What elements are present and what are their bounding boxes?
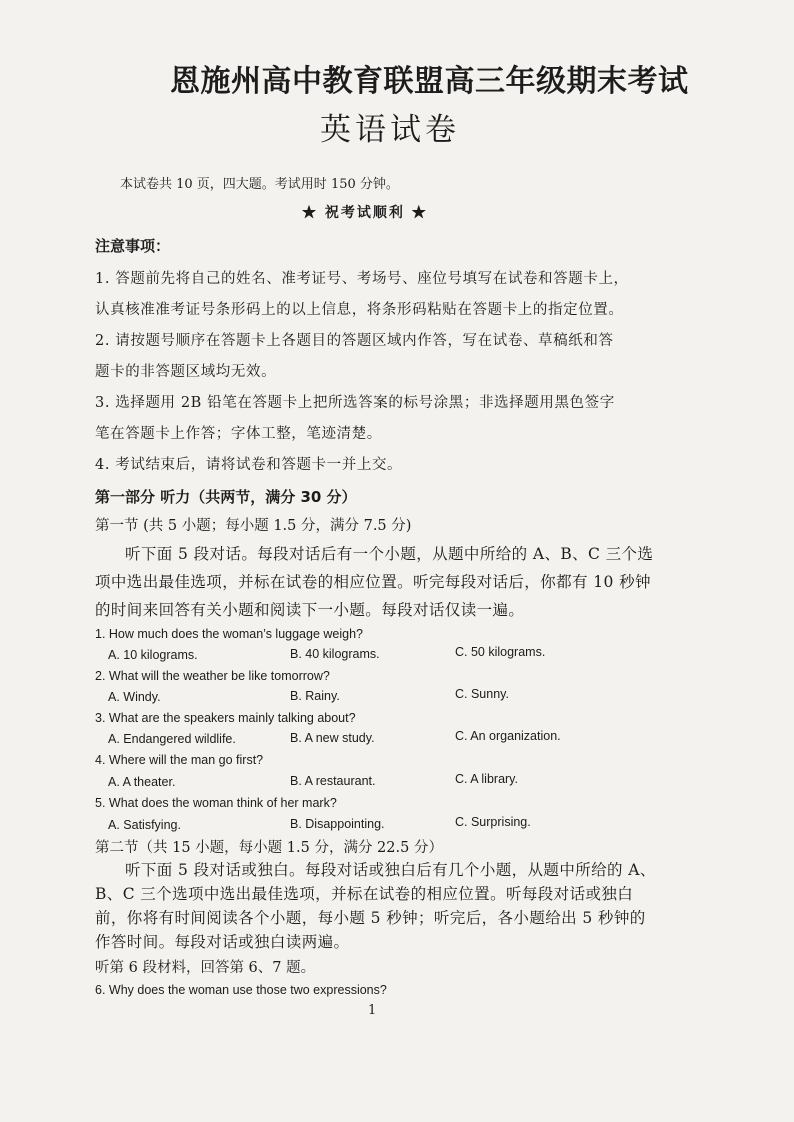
notes-heading: 注意事项： bbox=[95, 237, 171, 255]
option-b: B. A new study. bbox=[290, 731, 375, 745]
option-c: C. 50 kilograms. bbox=[455, 645, 546, 659]
option-b: B. Rainy. bbox=[290, 689, 340, 703]
exam-title: 恩施州高中教育联盟高三年级期末考试 bbox=[170, 64, 689, 99]
section2-instructions: 作答时间。每段对话或独白读两遍。 bbox=[95, 933, 350, 951]
section1-heading: 第一节 (共 5 小题；每小题 1.5 分，满分 7.5 分) bbox=[95, 518, 412, 534]
note-line: 3. 选择题用 2B 铅笔在答题卡上把所选答案的标号涂黑；非选择题用黑色签字 bbox=[95, 395, 615, 411]
question-5: 5. What does the woman think of her mark? bbox=[95, 796, 337, 810]
section1-instructions: 项中选出最佳选项，并标在试卷的相应位置。听完每段对话后，你都有 10 秒钟 bbox=[95, 573, 651, 591]
option-a: A. 10 kilograms. bbox=[108, 648, 198, 662]
question-3: 3. What are the speakers mainly talking about? bbox=[95, 711, 356, 725]
note-line: 笔在答题卡上作答；字体工整，笔迹清楚。 bbox=[95, 426, 382, 442]
option-c: C. A library. bbox=[455, 772, 518, 786]
note-line: 2. 请按题号顺序在答题卡上各题目的答题区域内作答，写在试卷、草稿纸和答 bbox=[95, 333, 614, 349]
exam-info: 本试卷共 10 页，四大题。考试用时 150 分钟。 bbox=[120, 177, 399, 192]
note-line: 4. 考试结束后，请将试卷和答题卡一并上交。 bbox=[95, 457, 403, 473]
question-4: 4. Where will the man go first? bbox=[95, 753, 264, 767]
section1-instructions: 听下面 5 段对话。每段对话后有一个小题，从题中所给的 A、B、C 三个选 bbox=[125, 545, 654, 563]
question-6: 6. Why does the woman use those two expressions? bbox=[95, 983, 387, 997]
section2-instructions: 前，你将有时间阅读各个小题，每小题 5 秒钟；听完后，各小题给出 5 秒钟的 bbox=[95, 909, 646, 927]
option-c: C. Surprising. bbox=[455, 815, 531, 829]
good-luck-banner: ★ 祝考试顺利 ★ bbox=[302, 205, 428, 221]
option-b: B. 40 kilograms. bbox=[290, 647, 380, 661]
question-1: 1. How much does the woman’s luggage weigh? bbox=[95, 627, 363, 641]
note-line: 认真核准准考证号条形码上的以上信息，将条形码粘贴在答题卡上的指定位置。 bbox=[95, 302, 624, 318]
exam-subtitle: 英语试卷 bbox=[320, 112, 460, 148]
option-a: A. Windy. bbox=[108, 690, 161, 704]
question-2: 2. What will the weather be like tomorrow? bbox=[95, 669, 330, 683]
option-c: C. An organization. bbox=[455, 729, 561, 743]
section2-heading: 第二节（共 15 小题，每小题 1.5 分，满分 22.5 分） bbox=[95, 840, 443, 856]
section2-instructions: 听下面 5 段对话或独白。每段对话或独白后有几个小题，从题中所给的 A、 bbox=[125, 861, 656, 879]
option-a: A. Satisfying. bbox=[108, 818, 181, 832]
option-a: A. Endangered wildlife. bbox=[108, 732, 236, 746]
material-6-line: 听第 6 段材料，回答第 6、7 题。 bbox=[95, 960, 316, 976]
option-b: B. Disappointing. bbox=[290, 817, 385, 831]
section1-instructions: 的时间来回答有关小题和阅读下一小题。每段对话仅读一遍。 bbox=[95, 601, 525, 619]
option-b: B. A restaurant. bbox=[290, 774, 376, 788]
part1-heading: 第一部分 听力（共两节，满分 30 分） bbox=[95, 488, 357, 506]
section2-instructions: B、C 三个选项中选出最佳选项，并标在试卷的相应位置。听每段对话或独白 bbox=[95, 885, 634, 903]
option-c: C. Sunny. bbox=[455, 687, 509, 701]
note-line: 1. 答题前先将自己的姓名、准考证号、考场号、座位号填写在试卷和答题卡上， bbox=[95, 271, 629, 287]
page-number: 1 bbox=[368, 1003, 377, 1018]
option-a: A. A theater. bbox=[108, 775, 176, 789]
note-line: 题卡的非答题区域均无效。 bbox=[95, 364, 277, 380]
